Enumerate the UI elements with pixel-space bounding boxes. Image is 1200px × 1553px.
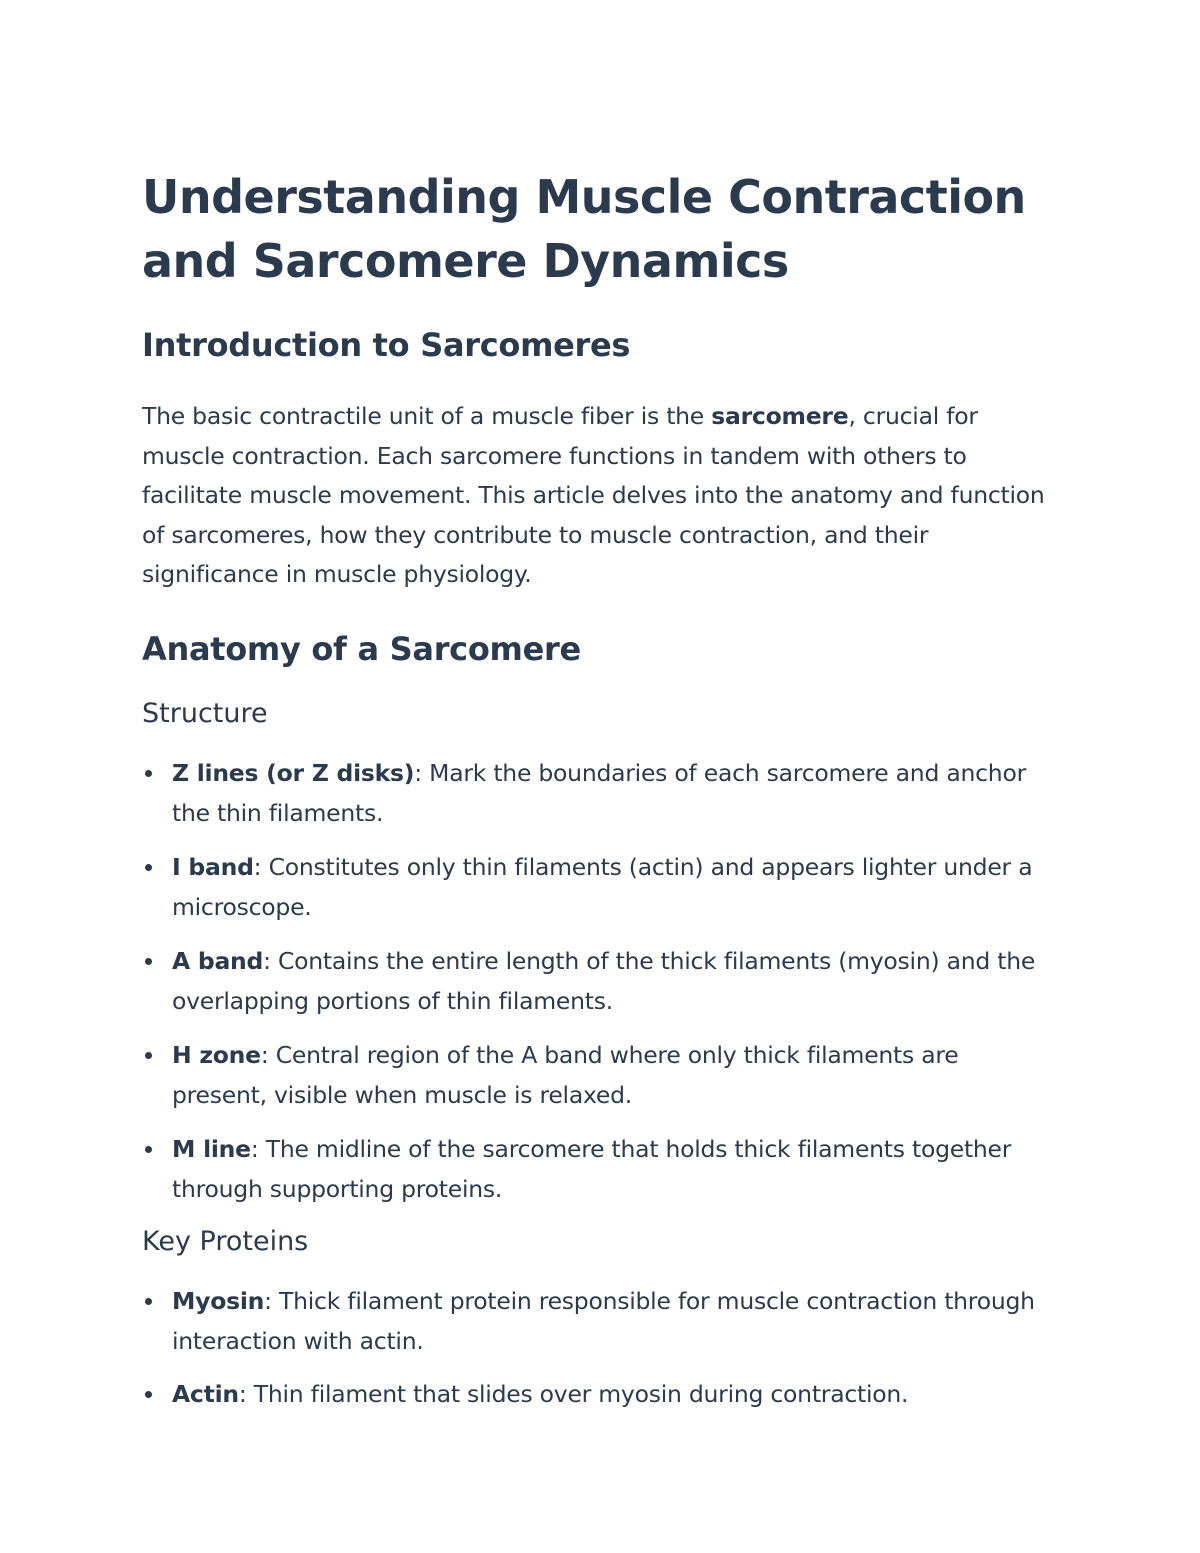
section-heading-anatomy: Anatomy of a Sarcomere xyxy=(142,629,581,668)
list-item xyxy=(142,753,1057,833)
intro-bold-term: sarcomere xyxy=(711,402,849,430)
list-item-separator: : xyxy=(263,946,278,975)
list-item-separator: : xyxy=(250,1134,266,1163)
list-item-term: H zone xyxy=(172,1040,261,1069)
structure-list xyxy=(142,753,1057,1209)
subheading-key-proteins: Key Proteins xyxy=(142,1225,309,1257)
intro-paragraph xyxy=(142,397,1057,595)
list-item-text: The midline of the sarcomere that holds thick filaments together through supporting proteins. xyxy=(172,1134,1012,1203)
list-item xyxy=(142,1035,1057,1115)
list-item-term: M line xyxy=(172,1134,251,1163)
list-item-text: Mark the boundaries of each sarcomere and anchor the thin filaments. xyxy=(172,758,1026,827)
list-item-term: A band xyxy=(172,946,264,975)
intro-text-before: The basic contractile unit of a muscle fiber is the xyxy=(142,402,712,430)
intro-text-after: , crucial for muscle contraction. Each sarcomere functions in tandem with others to facilitate muscle movement. This article delves into the anatomy and function of sarcomeres, how they contribute to muscle contraction, and their significance in muscle physiology. xyxy=(142,402,1045,588)
list-item-text: Thick filament protein responsible for muscle contraction through interaction with actin. xyxy=(172,1286,1035,1355)
list-item xyxy=(142,941,1057,1021)
list-item-text: Contains the entire length of the thick filaments (myosin) and the overlapping portions of thin filaments. xyxy=(172,946,1036,1015)
list-item-separator: : xyxy=(260,1040,276,1069)
list-item xyxy=(142,1281,1057,1361)
document-page xyxy=(142,165,1057,1427)
list-item-text: Constitutes only thin filaments (actin) and appears lighter under a microscope. xyxy=(172,852,1033,921)
list-item-separator: : xyxy=(238,1379,254,1408)
list-item-text: Central region of the A band where only thick filaments are present, visible when muscle is relaxed. xyxy=(172,1040,959,1109)
list-item-separator: : xyxy=(253,852,269,881)
list-item xyxy=(142,1129,1057,1209)
page-title: Understanding Muscle Contraction and Sarcomere Dynamics xyxy=(142,170,1026,288)
list-item xyxy=(142,1374,1057,1414)
key-proteins-list xyxy=(142,1281,1057,1414)
list-item-term: Myosin xyxy=(172,1286,265,1315)
list-item-term: Actin xyxy=(172,1379,239,1408)
list-item-separator: : xyxy=(414,758,430,787)
subheading-structure: Structure xyxy=(142,697,268,729)
section-heading-introduction: Introduction to Sarcomeres xyxy=(142,326,631,364)
list-item-term: Z lines (or Z disks) xyxy=(172,758,415,787)
list-item-text: Thin filament that slides over myosin during contraction. xyxy=(253,1379,909,1408)
list-item-separator: : xyxy=(264,1286,280,1315)
list-item-term: I band xyxy=(172,852,254,881)
list-item xyxy=(142,847,1057,927)
